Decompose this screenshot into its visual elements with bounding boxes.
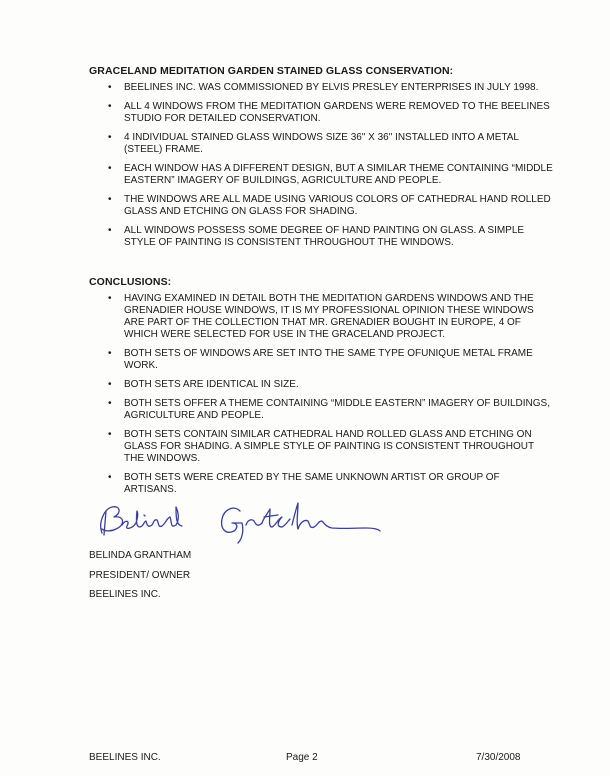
list-item-text: BOTH SETS ARE IDENTICAL IN SIZE. [124, 379, 299, 390]
list-item [108, 429, 554, 465]
list-item [108, 163, 554, 187]
list-item [108, 472, 554, 496]
bullet-icon: • [108, 398, 112, 409]
list-item [108, 348, 554, 372]
signatory-company: BEELINES INC. [89, 589, 161, 600]
list-item-text: BOTH SETS OF WINDOWS ARE SET INTO THE SAME TYPE OFUNIQUE METAL FRAME WORK. [124, 348, 533, 371]
list-item-text: ALL WINDOWS POSSESS SOME DEGREE OF HAND PAINTING ON GLASS. A SIMPLE STYLE OF PAINTING IS CONSISTENT THROUGHOUT THE WINDOWS. [124, 225, 525, 248]
bullet-icon: • [108, 472, 112, 483]
list-item [108, 101, 554, 125]
list-item-text: THE WINDOWS ARE ALL MADE USING VARIOUS COLORS OF CATHEDRAL HAND ROLLED GLASS AND ETCHING ON GLASS FOR SHADING. [124, 194, 551, 217]
footer-company: BEELINES INC. [89, 752, 161, 763]
list-item [108, 398, 554, 422]
list-item [108, 379, 554, 391]
bullet-icon: • [108, 82, 112, 93]
list-item-text: EACH WINDOW HAS A DIFFERENT DESIGN, BUT A SIMILAR THEME CONTAINING “MIDDLE EASTERN” IMAGERY OF BUILDINGS, AGRICULTURE AND PEOPLE. [124, 163, 553, 186]
section-title-conservation: GRACELAND MEDITATION GARDEN STAINED GLASS CONSERVATION: [89, 65, 454, 77]
conclusions-bullet-list [108, 293, 554, 503]
signatory-title: PRESIDENT/ OWNER [89, 570, 191, 581]
footer-date: 7/30/2008 [476, 752, 521, 763]
list-item [108, 194, 554, 218]
list-item-text: 4 INDIVIDUAL STAINED GLASS WINDOWS SIZE 36" X 36" INSTALLED INTO A METAL (STEEL) FRAME. [124, 132, 519, 155]
bullet-icon: • [108, 348, 112, 359]
handwritten-signature [92, 495, 392, 550]
bullet-icon: • [108, 163, 112, 174]
bullet-icon: • [108, 132, 112, 143]
conservation-bullet-list [108, 82, 554, 256]
bullet-icon: • [108, 293, 112, 304]
bullet-icon: • [108, 225, 112, 236]
list-item-text: BOTH SETS CONTAIN SIMILAR CATHEDRAL HAND ROLLED GLASS AND ETCHING ON GLASS FOR SHADING. A SIMPLE STYLE OF PAINTING IS CONSISTENT THROUGHOUT THE WINDOWS. [124, 429, 534, 464]
list-item-text: BEELINES INC. WAS COMMISSIONED BY ELVIS PRESLEY ENTERPRISES IN JULY 1998. [124, 82, 539, 93]
bullet-icon: • [108, 379, 112, 390]
list-item [108, 293, 554, 341]
bullet-icon: • [108, 101, 112, 112]
list-item [108, 132, 554, 156]
bullet-icon: • [108, 429, 112, 440]
list-item-text: HAVING EXAMINED IN DETAIL BOTH THE MEDITATION GARDENS WINDOWS AND THE GRENADIER HOUSE WINDOWS, IT IS MY PROFESSIONAL OPINION THESE WINDOWS ARE PART OF THE COLLECTION THAT MR. GRENADIER BOUGHT IN EUROPE, 4 OF WHICH WERE SELECTED FOR USE IN THE GRACELAND PROJECT. [124, 293, 534, 340]
list-item-text: BOTH SETS WERE CREATED BY THE SAME UNKNOWN ARTIST OR GROUP OF ARTISANS. [124, 472, 500, 495]
footer-page-number: Page 2 [286, 752, 318, 763]
bullet-icon: • [108, 194, 112, 205]
list-item-text: ALL 4 WINDOWS FROM THE MEDITATION GARDENS WERE REMOVED TO THE BEELINES STUDIO FOR DETAILED CONSERVATION. [124, 101, 550, 124]
section-title-conclusions: CONCLUSIONS: [89, 276, 172, 288]
signatory-name: BELINDA GRANTHAM [89, 550, 192, 561]
list-item-text: BOTH SETS OFFER A THEME CONTAINING “MIDDLE EASTERN” IMAGERY OF BUILDINGS, AGRICULTURE AND PEOPLE. [124, 398, 550, 421]
list-item [108, 225, 554, 249]
list-item [108, 82, 554, 94]
